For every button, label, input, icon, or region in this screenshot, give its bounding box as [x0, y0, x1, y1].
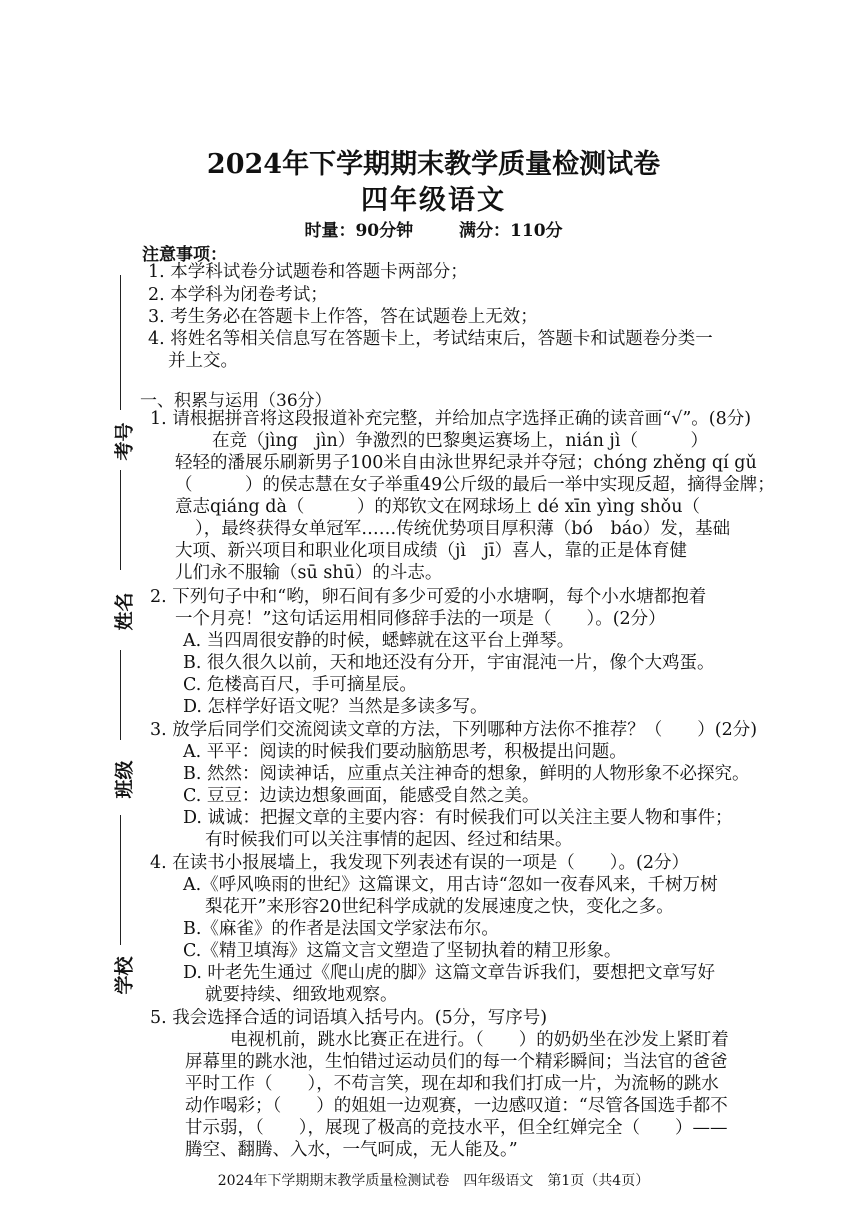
binding-line — [120, 815, 121, 945]
page-footer: 2024年下学期期末教学质量检测试卷 四年级语文 第1页（共4页） — [217, 1173, 650, 1189]
option-d: D. 诚诚：把握文章的主要内容：有时候我们可以关注主要人物和事件； — [183, 808, 733, 828]
side-label-school: 学校 — [113, 956, 136, 995]
note-item: 3. 考生务必在答题卡上作答，答在试题卷上无效； — [148, 307, 538, 327]
option-c: C.《精卫填海》这篇文言文塑造了坚韧执着的精卫形象。 — [183, 941, 622, 961]
question-line: ），最终获得女单冠军……传统优势项目厚积薄（bó báo）发，基础 — [195, 519, 731, 539]
notes-heading: 注意事项： — [142, 245, 227, 265]
exam-time: 时量：90分钟 — [304, 221, 414, 241]
option-a: A. 当四周很安静的时候，蟋蟀就在这平台上弹琴。 — [183, 631, 575, 651]
option-b: B. 很久很久以前，天和地还没有分开，宇宙混沌一片，像个大鸡蛋。 — [183, 653, 715, 673]
question-line: 屏幕里的跳水池，生怕错过运动员们的每一个精彩瞬间；当法官的爸爸 — [185, 1052, 728, 1072]
note-item: 并上交。 — [168, 351, 238, 371]
option-a: A. 平平：阅读的时候我们要动脑筋思考，积极提出问题。 — [183, 742, 627, 762]
option-line: 有时候我们可以关注事情的起因、经过和结果。 — [205, 830, 573, 850]
question-3: 3. 放学后同学们交流阅读文章的方法，下列哪种方法你不推荐？（ ）(2分) — [150, 720, 758, 740]
exam-score: 满分：110分 — [459, 221, 563, 241]
section-heading: 一、积累与运用（36分） — [140, 391, 332, 411]
binding-line — [120, 650, 121, 740]
question-line: （ ）的侯志慧在女子举重49公斤级的最后一举中实现反超，摘得金牌； — [175, 475, 775, 495]
question-1: 1. 请根据拼音将这段报道补充完整，并给加点字选择正确的读音画“√”。(8分) — [150, 409, 752, 429]
option-c: C. 危楼高百尺，手可摘星辰。 — [183, 675, 417, 695]
exam-subtitle: 四年级语文 — [361, 185, 506, 216]
side-label-name: 姓名 — [113, 592, 136, 631]
question-line: 平时工作（ ），不苟言笑，现在却和我们打成一片，为流畅的跳水 — [185, 1074, 719, 1094]
option-d: D. 怎样学好语文呢？当然是多读多写。 — [183, 697, 488, 717]
note-item: 1. 本学科试卷分试题卷和答题卡两部分； — [148, 262, 468, 282]
binding-line — [120, 470, 121, 570]
question-line: 电视机前，跳水比赛正在进行。（ ）的奶奶坐在沙发上紧盯着 — [230, 1030, 729, 1050]
question-line: 儿们永不服输（sū shū）的斗志。 — [175, 563, 443, 583]
option-c: C. 豆豆：边读边想象画面，能感受自然之美。 — [183, 786, 540, 806]
side-label-exam-number: 考号 — [113, 422, 136, 461]
side-label-class: 班级 — [113, 760, 136, 799]
question-line: 大项、新兴项目和职业化项目成绩（jì jī）喜人，靠的正是体育健 — [175, 541, 688, 561]
exam-meta — [0, 216, 867, 241]
option-a: A.《呼风唤雨的世纪》这篇课文，用古诗“忽如一夜春风来，千树万树 — [183, 875, 718, 895]
question-2: 2. 下列句子中和“哟，卵石间有多少可爱的小水塘啊，每个小水塘都抱着 — [150, 587, 707, 607]
question-5: 5. 我会选择合适的词语填入括号内。(5分，写序号) — [150, 1008, 548, 1028]
option-d: D. 叶老先生通过《爬山虎的脚》这篇文章告诉我们，要想把文章写好 — [183, 963, 716, 983]
option-b: B. 然然：阅读神话，应重点关注神奇的想象，鲜明的人物形象不必探究。 — [183, 764, 750, 784]
question-line: 动作喝彩；（ ）的姐姐一边观赛，一边感叹道：“尽管各国选手都不 — [185, 1096, 728, 1116]
question-line: 意志qiáng dà（ ）的郑钦文在网球场上 dé xīn yìng shǒu（ — [175, 497, 700, 517]
note-item: 2. 本学科为闭卷考试； — [148, 285, 328, 305]
option-line: 梨花开”来形容20世纪科学成就的发展速度之快，变化之多。 — [205, 897, 674, 917]
question-line: 一个月亮！”这句话运用相同修辞手法的一项是（ ）。(2分） — [175, 609, 666, 629]
question-4: 4. 在读书小报展墙上，我发现下列表述有误的一项是（ ）。(2分） — [150, 853, 689, 873]
note-item: 4. 将姓名等相关信息写在答题卡上，考试结束后，答题卡和试题卷分类一 — [148, 329, 713, 349]
exam-title: 2024年下学期期末教学质量检测试卷 — [206, 149, 661, 180]
question-line: 腾空、翻腾、入水，一气呵成，无人能及。” — [185, 1140, 518, 1160]
question-line: 轻轻的潘展乐刷新男子100米自由泳世界纪录并夺冠；chóng zhěng qí gǔ — [175, 453, 757, 473]
option-b: B.《麻雀》的作者是法国文学家法布尔。 — [183, 919, 499, 939]
question-line: 在竞（jìng jìn）争激烈的巴黎奥运赛场上，nián jì（ ） — [212, 431, 708, 451]
binding-line — [120, 275, 121, 410]
question-line: 甘示弱，（ ），展现了极高的竞技水平，但全红婵完全（ ）—— — [185, 1118, 728, 1138]
option-line: 就要持续、细致地观察。 — [205, 985, 398, 1005]
